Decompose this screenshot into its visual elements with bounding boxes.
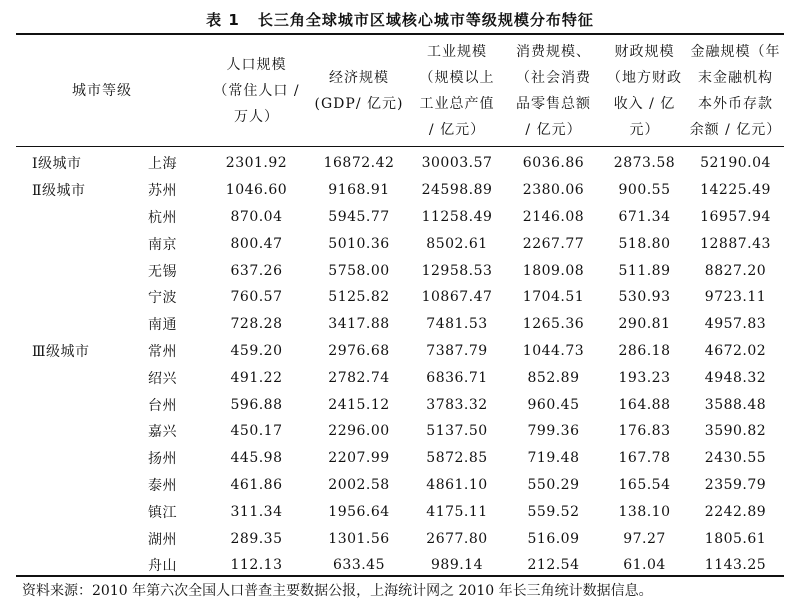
header-row	[16, 36, 784, 146]
cell-industry: 11258.49	[421, 208, 493, 225]
cell-city: 泰州	[148, 477, 177, 494]
col-header-consumption: 消费规模、 （社会消费 品零售总额 / 亿元）	[516, 44, 591, 138]
cell-finance: 900.55	[618, 182, 671, 199]
cell-city: 扬州	[148, 451, 177, 468]
cell-banking: 14225.49	[700, 182, 771, 199]
cell-population: 491.22	[230, 369, 283, 386]
table-row	[16, 230, 784, 257]
cell-industry: 12958.53	[421, 262, 493, 279]
cell-population: 445.98	[230, 450, 283, 467]
cell-population: 461.86	[230, 476, 283, 493]
table-row	[16, 257, 784, 284]
cell-population: 870.04	[230, 208, 283, 225]
cell-banking: 8827.20	[704, 262, 767, 279]
cell-banking: 4957.83	[704, 316, 767, 333]
cell-population: 760.57	[230, 289, 283, 306]
table-number: 表 1	[206, 11, 240, 29]
cell-finance: 176.83	[618, 423, 671, 440]
source-note: 资料来源：2010 年第六次全国人口普查主要数据公报，上海统计网之 2010 年长三角统计数据信息。	[22, 583, 653, 599]
table-row	[16, 445, 784, 472]
cell-economy: 2296.00	[328, 423, 390, 440]
cell-banking: 12887.43	[700, 235, 771, 252]
col-header-economy: 经济规模 (GDP/ 亿元)	[314, 70, 404, 112]
cell-banking: 1143.25	[704, 557, 767, 574]
cell-consumption: 1809.08	[522, 262, 585, 279]
cell-banking: 2430.55	[704, 450, 767, 467]
cell-consumption: 960.45	[527, 396, 580, 413]
cell-grade: Ⅲ级城市	[32, 343, 90, 360]
col-header-population: 人口规模 （常住人口 / 万人）	[213, 57, 300, 125]
cell-banking: 1805.61	[704, 530, 767, 547]
cell-city: 苏州	[148, 183, 177, 200]
cell-consumption: 6036.86	[522, 155, 585, 172]
cell-economy: 2782.74	[328, 369, 390, 386]
cell-consumption: 550.29	[527, 476, 580, 493]
cell-population: 459.20	[230, 342, 283, 359]
cell-city: 南京	[148, 236, 177, 253]
cell-industry: 30003.57	[421, 155, 493, 172]
table-row	[16, 284, 784, 311]
cell-industry: 8502.61	[426, 235, 488, 252]
cell-grade: Ⅱ级城市	[32, 183, 86, 200]
cell-finance: 518.80	[618, 235, 671, 252]
cell-banking: 2359.79	[704, 476, 767, 493]
cell-industry: 3783.32	[426, 396, 488, 413]
cell-banking: 3590.82	[704, 423, 767, 440]
cell-grade: Ⅰ级城市	[32, 156, 82, 173]
cell-consumption: 1265.36	[522, 316, 585, 333]
cell-grade	[16, 391, 134, 418]
cell-grade	[16, 257, 134, 284]
cell-economy: 2415.12	[328, 396, 390, 413]
cell-industry: 7387.79	[426, 342, 488, 359]
cell-industry: 5137.50	[426, 423, 488, 440]
col-header-banking: 金融规模（年 末金融机构 本外币存款 余额 / 亿元）	[689, 44, 782, 138]
cell-city: 宁波	[148, 290, 177, 307]
cell-economy: 1301.56	[328, 530, 390, 547]
cell-banking: 4672.02	[704, 342, 767, 359]
cell-finance: 290.81	[618, 316, 671, 333]
cell-banking: 2242.89	[704, 503, 767, 520]
table-title	[0, 9, 800, 30]
cell-city: 舟山	[148, 558, 177, 575]
cell-grade	[16, 525, 134, 552]
cell-city: 杭州	[148, 209, 177, 226]
cell-economy: 9168.91	[328, 182, 390, 199]
cell-grade	[16, 445, 134, 472]
cell-population: 289.35	[230, 530, 283, 547]
cell-grade	[16, 311, 134, 338]
cell-finance: 61.04	[623, 557, 666, 574]
cell-population: 311.34	[230, 503, 283, 520]
col-header-grade: 城市等级	[72, 83, 132, 99]
cell-industry: 2677.80	[426, 530, 488, 547]
cell-consumption: 559.52	[527, 503, 580, 520]
cell-economy: 16872.42	[323, 155, 395, 172]
cell-city: 绍兴	[148, 370, 177, 387]
cell-grade	[16, 418, 134, 445]
cell-finance: 511.89	[618, 262, 671, 279]
cell-population: 450.17	[230, 423, 283, 440]
table-row	[16, 311, 784, 338]
cell-finance: 671.34	[618, 208, 671, 225]
table-row	[16, 391, 784, 418]
cell-consumption: 212.54	[527, 557, 580, 574]
cell-finance: 193.23	[618, 369, 671, 386]
cell-banking: 16957.94	[700, 208, 771, 225]
cell-banking: 3588.48	[704, 396, 767, 413]
cell-consumption: 799.36	[527, 423, 580, 440]
cell-population: 637.26	[230, 262, 283, 279]
table-body	[16, 146, 784, 579]
cell-finance: 165.54	[618, 476, 671, 493]
cell-grade	[16, 284, 134, 311]
cell-consumption: 2146.08	[522, 208, 585, 225]
cell-consumption: 2267.77	[522, 235, 585, 252]
cell-economy: 633.45	[333, 557, 385, 574]
cell-industry: 5872.85	[426, 450, 488, 467]
cell-city: 嘉兴	[148, 424, 177, 441]
cell-industry: 24598.89	[421, 182, 493, 199]
bottom-rule	[16, 575, 784, 577]
table-row	[16, 418, 784, 445]
table-title-text: 长三角全球城市区域核心城市等级规模分布特征	[257, 11, 594, 29]
cell-consumption: 2380.06	[522, 182, 585, 199]
cell-city: 南通	[148, 317, 177, 334]
cell-grade	[16, 204, 134, 231]
cell-finance: 164.88	[618, 396, 671, 413]
cell-economy: 1956.64	[328, 503, 390, 520]
cell-industry: 10867.47	[421, 289, 493, 306]
cell-finance: 530.93	[618, 289, 671, 306]
cell-population: 112.13	[230, 557, 283, 574]
cell-industry: 4861.10	[426, 476, 488, 493]
cell-city: 无锡	[148, 263, 177, 280]
cell-economy: 3417.88	[328, 316, 390, 333]
table-row	[16, 146, 784, 177]
cell-finance: 97.27	[623, 530, 666, 547]
col-header-industry: 工业规模 （规模以上 工业总产值 / 亿元）	[419, 44, 495, 138]
cell-economy: 5758.00	[328, 262, 390, 279]
col-header-finance: 财政规模 （地方财政 收入 / 亿 元）	[607, 44, 682, 138]
cell-finance: 2873.58	[613, 155, 676, 172]
table-row	[16, 204, 784, 231]
cell-population: 728.28	[230, 316, 283, 333]
cell-city: 湖州	[148, 531, 177, 548]
cell-population: 1046.60	[225, 182, 288, 199]
table-row	[16, 498, 784, 525]
cell-finance: 286.18	[618, 342, 671, 359]
cell-consumption: 719.48	[527, 450, 580, 467]
table-row	[16, 472, 784, 499]
cell-finance: 167.78	[618, 450, 671, 467]
top-rule	[16, 33, 784, 35]
cell-consumption: 1044.73	[522, 342, 585, 359]
cell-population: 2301.92	[225, 155, 288, 172]
cell-economy: 2002.58	[328, 476, 390, 493]
cell-banking: 4948.32	[704, 369, 767, 386]
cell-economy: 2207.99	[328, 450, 390, 467]
cell-consumption: 1704.51	[522, 289, 585, 306]
cell-grade	[16, 472, 134, 499]
cell-economy: 2976.68	[328, 342, 390, 359]
cell-grade	[16, 364, 134, 391]
cell-industry: 989.14	[431, 557, 483, 574]
table-row	[16, 525, 784, 552]
cell-city: 上海	[148, 156, 177, 173]
cell-population: 800.47	[230, 235, 283, 252]
cell-industry: 4175.11	[426, 503, 488, 520]
cell-banking: 9723.11	[704, 289, 767, 306]
cell-banking: 52190.04	[700, 155, 771, 172]
cell-consumption: 852.89	[527, 369, 580, 386]
table-row	[16, 177, 784, 204]
table-row	[16, 364, 784, 391]
cell-industry: 6836.71	[426, 369, 488, 386]
cell-economy: 5010.36	[328, 235, 390, 252]
cell-economy: 5125.82	[328, 289, 390, 306]
cell-grade	[16, 498, 134, 525]
cell-economy: 5945.77	[328, 208, 390, 225]
cell-population: 596.88	[230, 396, 283, 413]
cell-industry: 7481.53	[426, 316, 488, 333]
data-table	[16, 36, 784, 579]
cell-grade	[16, 230, 134, 257]
cell-consumption: 516.09	[527, 530, 580, 547]
cell-finance: 138.10	[618, 503, 671, 520]
cell-city: 镇江	[148, 504, 177, 521]
cell-city: 常州	[148, 343, 177, 360]
cell-city: 台州	[148, 397, 177, 414]
table-row	[16, 338, 784, 365]
